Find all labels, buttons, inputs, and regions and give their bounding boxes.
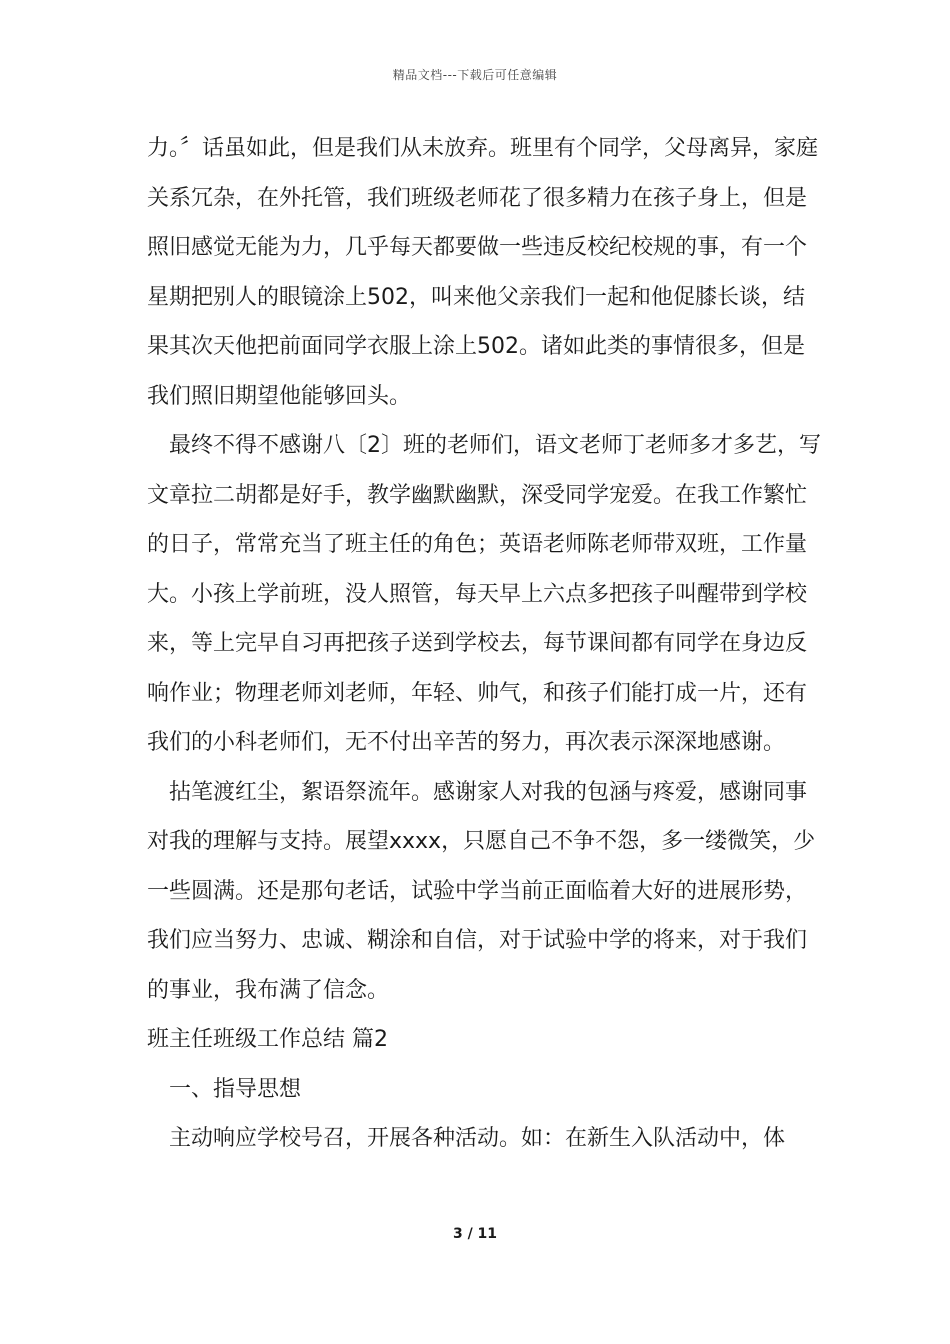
paragraph-guiding-start: 主动响应学校号召，开展各种活动。如：在新生入队活动中，体 — [169, 1126, 786, 1151]
page-number: 3 / 11 — [452, 1226, 498, 1242]
subheading: 一、指导思想 — [169, 1076, 302, 1102]
page-header: 精品文档---下载后可任意编辑 — [392, 68, 558, 82]
paragraph-thanks-teachers: 最终不得不感谢八〔2〕班的老师们，语文老师丁老师多才多艺，写文章拉二胡都是好手，教学幽默幽默，深受同学宠爱。在我工作繁忙的日子，常常充当了班主任的角色；英语老师陈老师带双班，工作量大。小孩上学前班，没人照管，每天早上六点多把孩子叫醒带到学校来，等上完早自习再把孩子送到学校去，每节课间都有同学在身边反响作业；物理老师刘老师，年轻、帅气，和孩子们能打成一片，还有我们的小科老师们，无不付出辛苦的努力，再次表示深深地感谢。 — [147, 433, 821, 755]
paragraph-continuation: 力。〞话虽如此，但是我们从未放弃。班里有个同学，父母离异，家庭关系冗杂，在外托管，我们班级老师花了很多精力在孩子身上，但是照旧感觉无能为力，几乎每天都要做一些违反校纪校规的事，有一个星期把别人的眼镜涂上502，叫来他父亲我们一起和他促膝长谈，结果其次天他把前面同学衣服上涂上502。诸如此类的事情很多，但是我们照旧期望他能够回头。 — [147, 136, 819, 409]
document-body — [147, 124, 823, 1164]
paragraph-closing: 拈笔渡红尘，絮语祭流年。感谢家人对我的包涵与疼爱，感谢同事对我的理解与支持。展望xxxx，只愿自己不争不怨，多一缕微笑，少一些圆满。还是那句老话，试验中学当前正面临着大好的进展形势，我们应当努力、忠诚、糊涂和自信，对于试验中学的将来，对于我们的事业，我布满了信念。 — [147, 779, 816, 1003]
section-title: 班主任班级工作总结 篇2 — [147, 1027, 388, 1052]
